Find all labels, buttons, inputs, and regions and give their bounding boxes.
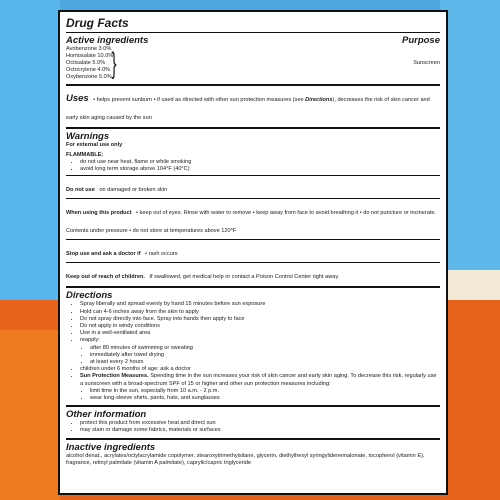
inactive-ingredients-text: alcohol denat., acrylates/octylacrylamide copolymer, stearoxytrimethylsilane, glycerin, diethylhexyl syringylidenemalonate, tocopherol (vitamin E), fragrance, retinyl palmitate (vitamin A palmitate), caprylic/capric triglyceride — [66, 452, 425, 466]
purpose-value: Sunscreen — [413, 60, 440, 66]
other-info-item: • may stain or damage some fabrics, materials or surfaces — [80, 427, 440, 434]
uses-directions-ref: Directions — [305, 97, 333, 103]
direction-item: • Spray liberally and spread evenly by hand 15 minutes before sun exposure — [80, 301, 440, 308]
uses-heading: Uses — [66, 93, 89, 104]
do-not-use-label: Do not use — [66, 187, 95, 194]
reapply-sub-item: • immediately after towel drying — [90, 352, 440, 359]
directions-section — [66, 286, 440, 402]
spm-sub-item: • wear long-sleeve shirts, pants, hats, and sunglasses — [90, 395, 440, 402]
ingredient-item: Oxybenzone 5.0% — [66, 74, 112, 80]
uses-text-1: • helps prevent sunburn • if used as directed with other sun protection measures (see — [93, 97, 306, 103]
other-information-heading: Other information — [66, 409, 147, 421]
warnings-heading: Warnings — [66, 131, 110, 142]
purpose-heading: Purpose — [401, 35, 440, 46]
do-not-use-text: on damaged or broken skin — [99, 187, 168, 194]
flammable-item: • do not use near heat, flame or while smoking — [80, 159, 440, 166]
uses-text-2: ), decreases the risk of skin cancer and early skin aging caused by the sun — [66, 97, 430, 121]
uses-section — [66, 84, 440, 124]
spm-text: Spending time in the sun increases your risk of skin cancer and early skin aging. To decrease this risk, regularly use a sunscreen with a broad-spectrum SPF of 15 or higher and other sun protection measures including: — [80, 373, 437, 387]
when-using-row — [66, 198, 440, 237]
active-ingredients-heading: Active ingredients — [66, 35, 149, 46]
ingredient-item: Octocrylene 4.0% — [66, 67, 111, 73]
directions-heading: Directions — [66, 290, 113, 302]
direction-item — [80, 337, 440, 366]
spm-label: Sun Protection Measures. — [80, 373, 149, 380]
flammable-label: FLAMMABLE: — [66, 152, 104, 158]
direction-item: • Use in a well-ventilated area — [80, 330, 440, 337]
brace-glyph: } — [111, 46, 117, 80]
do-not-use-row — [66, 175, 440, 196]
other-info-item: • protect this product from excessive heat and direct sun — [80, 420, 440, 427]
keep-out-row — [66, 262, 440, 283]
reapply-sub-item: • after 80 minutes of swimming or sweating — [90, 345, 440, 352]
ingredient-item: Octisalate 5.0% — [66, 60, 106, 66]
direction-item: • Do not spray directly into face. Spray into hands then apply to face — [80, 316, 440, 323]
drug-facts-panel — [58, 10, 448, 495]
inactive-ingredients-section — [66, 438, 440, 467]
other-information-section — [66, 405, 440, 434]
reapply-sub-item: • at least every 2 hours — [90, 359, 440, 366]
reapply-label: reapply: — [80, 337, 100, 344]
warnings-section — [66, 127, 440, 173]
ingredient-item: Homosalate 10.0% — [66, 53, 114, 59]
background-blue-right — [440, 0, 500, 300]
when-using-label: When using this product — [66, 210, 132, 217]
children-direction: • children under 6 months of age: ask a doctor — [80, 366, 440, 373]
external-use-text: For external use only — [66, 142, 123, 148]
direction-item: • Hold can 4-6 inches away from the skin to apply — [80, 309, 440, 316]
sun-protection-measures — [80, 373, 440, 402]
spm-sub-item: • limit time in the sun, especially from 10 a.m. - 2 p.m. — [90, 388, 440, 395]
when-using-text: • keep out of eyes. Rinse with water to remove • keep away from face to avoid breathing it • do not puncture or incinerate. Contents under pressure • do not store at temperatures above 120°F — [66, 210, 437, 235]
ingredient-item: Avobenzone 3.0% — [66, 46, 112, 52]
stop-use-text: • rash occurs — [145, 251, 178, 258]
keep-out-text: If swallowed, get medical help or contact a Poison Control Center right away. — [149, 274, 340, 281]
drug-facts-title: Drug Facts — [66, 16, 129, 30]
stop-use-row — [66, 239, 440, 260]
background-orange-left — [0, 330, 60, 500]
stop-use-label: Stop use and ask a doctor if — [66, 251, 141, 258]
flammable-item: • avoid long term storage above 104°F (40°C) — [80, 166, 440, 173]
inactive-ingredients-heading: Inactive ingredients — [66, 441, 156, 453]
active-ingredients-section — [66, 32, 440, 81]
keep-out-label: Keep out of reach of children. — [66, 274, 145, 281]
direction-item: • Do not apply in windy conditions — [80, 323, 440, 330]
